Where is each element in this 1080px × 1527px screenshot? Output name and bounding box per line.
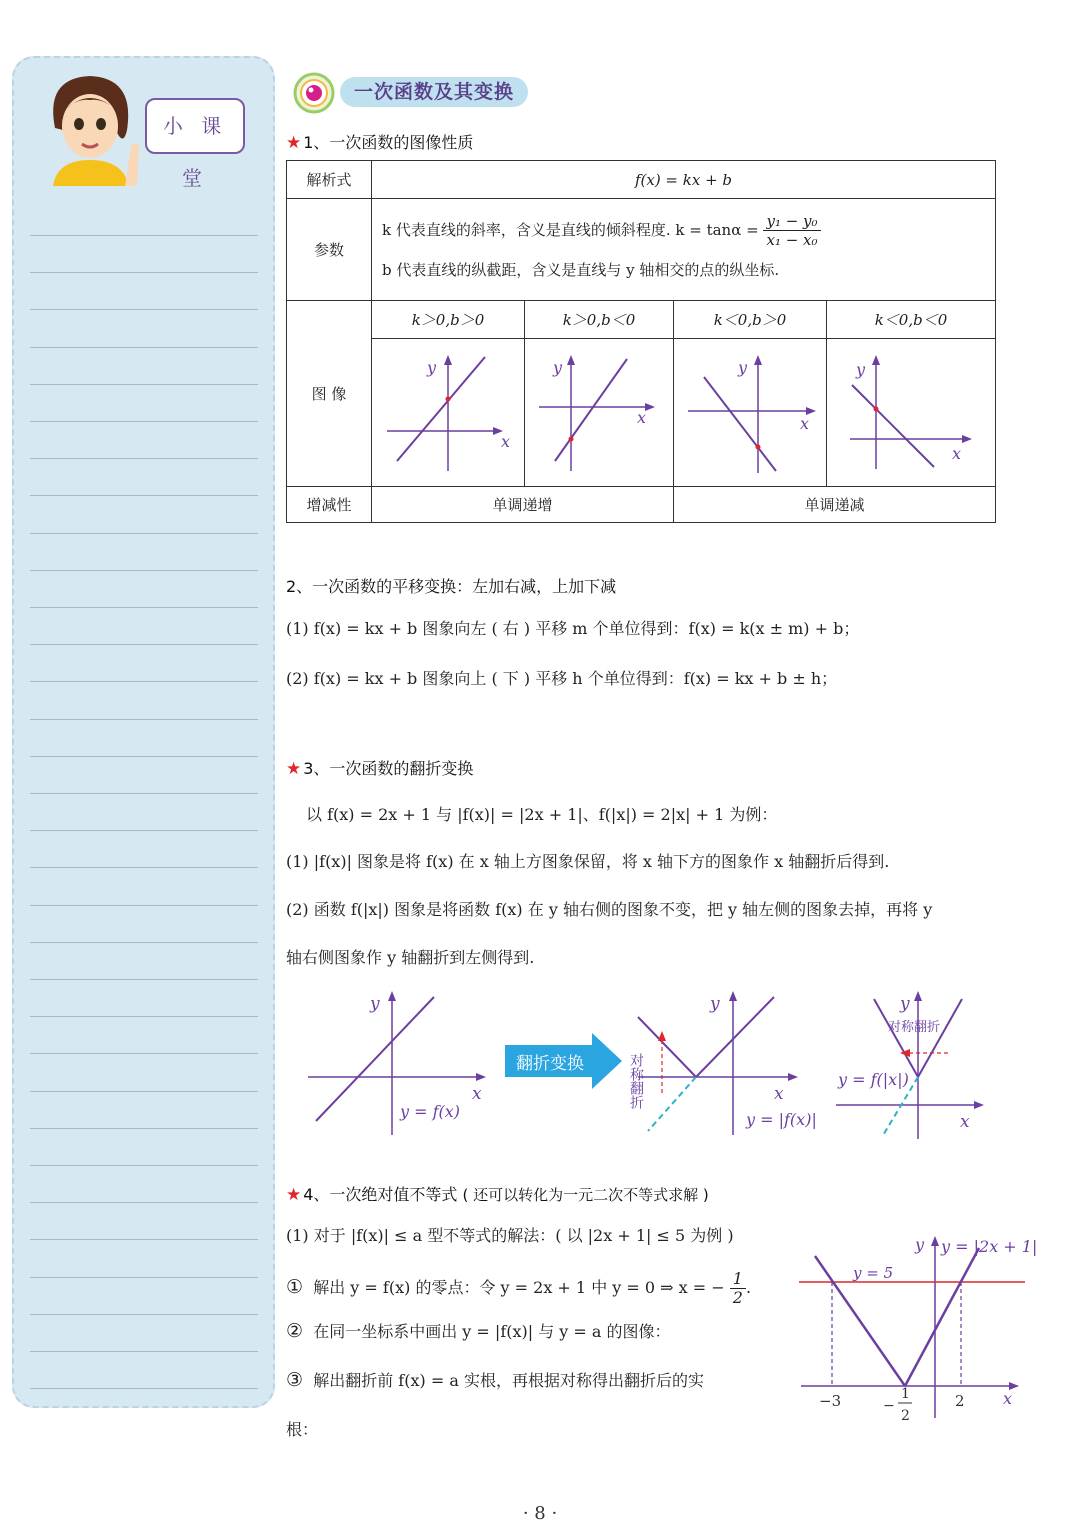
svg-text:y: y xyxy=(370,994,380,1014)
note-line xyxy=(30,1239,258,1240)
graph-cell xyxy=(827,339,996,487)
note-line xyxy=(30,607,258,608)
sidebar-label: 小 课 堂 xyxy=(145,98,245,154)
svg-text:1: 1 xyxy=(901,1386,910,1402)
page-number: · 8 · xyxy=(522,1503,558,1524)
linear-function-table xyxy=(286,160,996,523)
svg-text:对称翻折: 对称翻折 xyxy=(888,1020,941,1035)
graph-dec-neg xyxy=(828,341,994,481)
note-line xyxy=(30,235,258,236)
svg-text:y: y xyxy=(856,359,866,379)
header-title: 一次函数及其变换 xyxy=(340,77,528,107)
note-line xyxy=(30,681,258,682)
sec3-title: ★ 3、一次函数的翻折变换 xyxy=(286,759,474,779)
fig-f xyxy=(308,991,486,1135)
sec4-sub1: (1) 对于 |f(x)| ≤ a 型不等式的解法：( 以 |2x + 1| ≤ 5 为例 ) xyxy=(286,1226,734,1245)
svg-text:y = |2x + 1|: y = |2x + 1| xyxy=(941,1237,1038,1256)
slope-fraction: $\frac{\text{y₁ − y₀}}{\text{x₁ − x₀}}$ xyxy=(763,212,820,249)
expr-value: f(x) = kx + b xyxy=(372,161,996,199)
note-line xyxy=(30,533,258,534)
svg-text:翻折变换: 翻折变换 xyxy=(516,1054,584,1074)
fig-abs-f xyxy=(628,991,817,1135)
note-line xyxy=(30,1016,258,1017)
flip-arrow xyxy=(505,1033,622,1089)
note-line xyxy=(30,1388,258,1389)
svg-text:对称翻折: 对称翻折 xyxy=(628,1053,644,1109)
fig-f-abs-x xyxy=(836,991,984,1139)
note-line xyxy=(30,458,258,459)
case-header: k＞0,b＜0 xyxy=(525,301,674,339)
row-label-param: 参数 xyxy=(287,199,372,301)
note-line xyxy=(30,1277,258,1278)
note-line xyxy=(30,570,258,571)
graph-inc-pos xyxy=(373,341,523,481)
svg-text:y: y xyxy=(915,1235,925,1254)
sec3-item2a: (2) 函数 f(|x|) 图象是将函数 f(x) 在 y 轴右侧的图象不变，把 y 轴左侧的图象去掉，再将 y xyxy=(286,900,933,919)
svg-text:y = |f(x)|: y = |f(x)| xyxy=(746,1110,817,1129)
star-icon: ★ xyxy=(286,133,302,153)
svg-text:x: x xyxy=(960,1112,970,1132)
sec1-title: ★ 1、一次函数的图像性质 xyxy=(286,133,474,153)
note-line xyxy=(30,1165,258,1166)
note-line xyxy=(30,309,258,310)
sec4-step3b: 根： xyxy=(286,1420,319,1439)
mono-decreasing: 单调递减 xyxy=(674,487,996,523)
svg-text:y = 5: y = 5 xyxy=(853,1264,894,1282)
svg-text:y: y xyxy=(738,357,748,377)
row-label-mono: 增减性 xyxy=(287,487,372,523)
svg-text:x: x xyxy=(774,1084,784,1104)
svg-text:2: 2 xyxy=(901,1408,910,1424)
svg-text:y = f(|x|): y = f(|x|) xyxy=(838,1070,909,1089)
svg-text:2: 2 xyxy=(955,1392,965,1410)
param-line1: k 代表直线的斜率，含义是直线的倾斜程度. k = tanα = xyxy=(382,220,759,239)
graph-inc-neg xyxy=(525,341,673,481)
notes-sidebar xyxy=(12,56,275,1408)
row-label-expr: 解析式 xyxy=(287,161,372,199)
sec4-step1: ① 解出 y = f(x) 的零点：令 y = 2x + 1 中 y = 0 ⇒ x = − $\frac{1}{2}$ . xyxy=(286,1269,752,1307)
sec2-item1: (1) f(x) = kx + b 图象向左 ( 右 ) 平移 m 个单位得到：f(x) = k(x ± m) + b； xyxy=(286,619,860,638)
sec2-title: 2、一次函数的平移变换：左加右减，上加下减 xyxy=(286,577,617,596)
row-label-graph: 图 像 xyxy=(287,301,372,487)
case-header: k＜0,b＜0 xyxy=(827,301,996,339)
flip-transform-figure xyxy=(300,985,1020,1145)
param-line2: b 代表直线的纵截距，含义是直线与 y 轴相交的点的纵坐标. xyxy=(382,260,780,279)
graph-dec-pos xyxy=(674,341,826,481)
svg-text:x: x xyxy=(800,413,810,433)
svg-text:y: y xyxy=(900,994,910,1014)
note-line xyxy=(30,867,258,868)
note-line xyxy=(30,1314,258,1315)
sec3-item2b: 轴右侧图象作 y 轴翻折到左侧得到. xyxy=(286,948,535,967)
svg-text:x: x xyxy=(472,1084,482,1104)
graph-cell xyxy=(525,339,674,487)
sec4-step2: ② 在同一坐标系中画出 y = |f(x)| 与 y = a 的图像： xyxy=(286,1320,671,1342)
note-line xyxy=(30,979,258,980)
star-icon: ★ xyxy=(286,1185,302,1205)
case-header: k＞0,b＞0 xyxy=(372,301,525,339)
svg-text:y = f(x): y = f(x) xyxy=(400,1102,461,1121)
note-line xyxy=(30,756,258,757)
abs-inequality-graph xyxy=(795,1230,1038,1430)
sec3-intro: 以 f(x) = 2x + 1 与 |f(x)| = |2x + 1|、f(|x|) = 2|x| + 1 为例： xyxy=(306,805,778,824)
note-line xyxy=(30,644,258,645)
case-header: k＜0,b＞0 xyxy=(674,301,827,339)
note-line xyxy=(30,1128,258,1129)
svg-text:x: x xyxy=(501,431,511,451)
svg-text:x: x xyxy=(637,407,647,427)
svg-text:y: y xyxy=(427,357,437,377)
note-line xyxy=(30,272,258,273)
graph-cell xyxy=(674,339,827,487)
sec2-item2: (2) f(x) = kx + b 图象向上 ( 下 ) 平移 h 个单位得到：f(x) = kx + b ± h； xyxy=(286,669,838,688)
mono-increasing: 单调递增 xyxy=(372,487,674,523)
sec4-step3: ③ 解出翻折前 f(x) = a 实根，再根据对称得出翻折后的实 xyxy=(286,1369,704,1391)
note-line xyxy=(30,905,258,906)
svg-text:−: − xyxy=(883,1398,895,1414)
svg-text:x: x xyxy=(952,443,962,463)
param-desc xyxy=(372,199,996,301)
svg-text:y: y xyxy=(710,994,720,1014)
note-line xyxy=(30,495,258,496)
svg-text:y: y xyxy=(553,357,563,377)
graph-cell xyxy=(372,339,525,487)
note-line xyxy=(30,719,258,720)
note-line xyxy=(30,347,258,348)
note-line xyxy=(30,1202,258,1203)
note-line xyxy=(30,830,258,831)
svg-text:−3: −3 xyxy=(819,1392,842,1410)
note-line xyxy=(30,1091,258,1092)
note-line xyxy=(30,1053,258,1054)
sec3-item1: (1) |f(x)| 图象是将 f(x) 在 x 轴上方图象保留，将 x 轴下方的图象作 x 轴翻折后得到. xyxy=(286,852,890,871)
note-line xyxy=(30,942,258,943)
star-icon: ★ xyxy=(286,759,302,779)
note-line xyxy=(30,421,258,422)
svg-text:x: x xyxy=(1003,1389,1013,1408)
teacher-avatar xyxy=(35,68,145,186)
note-line xyxy=(30,1351,258,1352)
section-orb-icon xyxy=(293,72,339,114)
sec4-title: ★ 4、一次绝对值不等式 ( 还可以转化为一元二次不等式求解 ) xyxy=(286,1185,709,1205)
note-line xyxy=(30,793,258,794)
note-line xyxy=(30,384,258,385)
